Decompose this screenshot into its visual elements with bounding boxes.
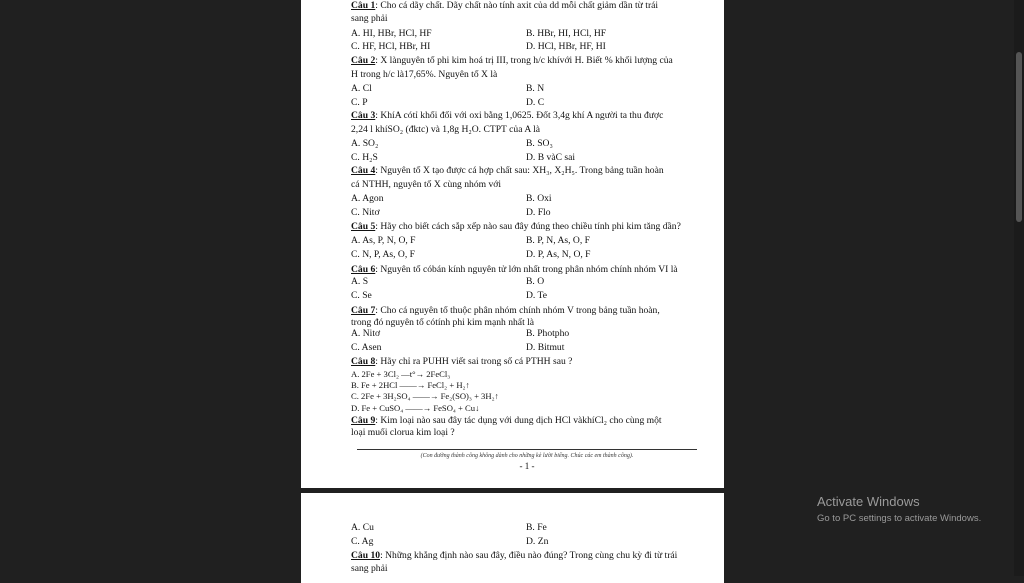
equation-c: C. 2Fe + 3H₂SO₄ ——→ Fe₂(SO)₃ + 3H₂↑: [351, 391, 499, 401]
question-10-cont: sang phải: [351, 563, 388, 574]
activate-windows-watermark: [817, 494, 981, 526]
watermark-title: Activate Windows: [817, 494, 920, 509]
option-b: B. SO₃: [526, 138, 553, 149]
option-d: D. Te: [526, 290, 547, 301]
equation-b: B. Fe + 2HCl ——→ FeCl₂ + H₂↑: [351, 380, 470, 390]
option-b: B. Fe: [526, 522, 547, 533]
option-a: A. Cu: [351, 522, 374, 533]
question-3-cont: 2,24 l khíSO₂ (đktc) và 1,8g H₂O. CTPT của A là: [351, 124, 541, 135]
option-d: D. C: [526, 97, 545, 108]
option-d: D. Zn: [526, 536, 549, 547]
question-2-cont: H trong h/c là17,65%. Nguyên tố X là: [351, 69, 498, 80]
question-1: Câu 1: Cho cá dãy chất. Dãy chất nào tính axit của dd mỗi chất giảm dần từ trái: [351, 0, 659, 11]
option-c: C. Nitơ: [351, 207, 380, 218]
option-a: A. Nitơ: [351, 328, 381, 339]
page-number: - 1 -: [519, 461, 535, 471]
question-2: Câu 2: X lànguyên tố phi kim hoá trị III, trong h/c khívới H. Biết % khối lượng của: [351, 55, 673, 66]
option-a: A. Agon: [351, 193, 384, 204]
option-a: A. Cl: [351, 83, 372, 94]
option-b: B. O: [526, 276, 545, 287]
option-d: D. HCl, HBr, HF, HI: [526, 41, 606, 52]
question-6: Câu 6: Nguyên tố cóbán kính nguyên tử lớn nhất trong phân nhóm chính nhóm VI là: [351, 264, 678, 275]
document-page-2: [301, 493, 724, 583]
option-b: B. N: [526, 83, 545, 94]
option-d: D. P, As, N, O, F: [526, 249, 591, 260]
document-page-1: [301, 0, 724, 488]
option-c: C. Ag: [351, 536, 374, 547]
option-b: B. Oxi: [526, 193, 552, 204]
option-d: D. Flo: [526, 207, 551, 218]
option-b: B. Photpho: [526, 328, 570, 339]
watermark-subtitle: Go to PC settings to activate Windows.: [817, 513, 982, 524]
question-5: Câu 5: Hãy cho biết cách sắp xếp nào sau đây đúng theo chiều tính phi kim tăng dần?: [351, 221, 681, 232]
question-4: Câu 4: Nguyên tố X tạo được cá hợp chất sau: XH₃, X₂H₅. Trong bảng tuần hoàn: [351, 165, 664, 176]
option-c: C. H₂S: [351, 152, 378, 163]
option-c: C. HF, HCl, HBr, HI: [351, 41, 431, 52]
footer-divider: [357, 449, 697, 450]
option-d: D. Bitmut: [526, 342, 565, 353]
option-c: C. N, P, As, O, F: [351, 249, 415, 260]
question-1-cont: sang phải: [351, 13, 388, 24]
question-7: Câu 7: Cho cá nguyên tố thuộc phân nhóm chính nhóm V trong bảng tuần hoàn,: [351, 305, 660, 316]
scrollbar-thumb[interactable]: [1016, 52, 1022, 222]
question-8: Câu 8: Hãy chỉ ra PUHH viết sai trong số cá PTHH sau ?: [351, 356, 573, 367]
option-d: D. B vàC sai: [526, 152, 576, 163]
question-9: Câu 9: Kim loại nào sau đây tác dụng với dung dịch HCl vàkhíCl₂ cho cùng một: [351, 415, 662, 426]
option-c: C. Se: [351, 290, 372, 301]
option-c: C. Asen: [351, 342, 382, 353]
equation-d: D. Fe + CuSO₄ ——→ FeSO₄ + Cu↓: [351, 403, 480, 413]
equation-a: A. 2Fe + 3Cl₂ —t°→ 2FeCl₃: [351, 369, 451, 379]
footer-note: (Con đường thành công không dành cho những kẻ lười biếng. Chúc các em thành công).: [420, 453, 634, 459]
option-b: B. P, N, As, O, F: [526, 235, 590, 246]
question-7-cont: trong đó nguyên tố cótính phi kim mạnh nhất là: [351, 317, 535, 328]
question-4-cont: cá NTHH, nguyên tố X cùng nhóm với: [351, 179, 502, 190]
question-9-cont: loại muối clorua kim loại ?: [351, 427, 455, 438]
question-10: Câu 10: Những khẳng định nào sau đây, điều nào đúng? Trong cùng chu kỳ đi từ trái: [351, 550, 678, 561]
option-a: A. As, P, N, O, F: [351, 235, 416, 246]
option-c: C. P: [351, 97, 368, 108]
option-a: A. HI, HBr, HCl, HF: [351, 28, 432, 39]
option-b: B. HBr, HI, HCl, HF: [526, 28, 607, 39]
question-3: Câu 3: KhíA cótỉ khối đối với oxi bằng 1,0625. Đốt 3,4g khí A người ta thu được: [351, 110, 664, 121]
option-a: A. S: [351, 276, 369, 287]
option-a: A. SO₂: [351, 138, 379, 149]
